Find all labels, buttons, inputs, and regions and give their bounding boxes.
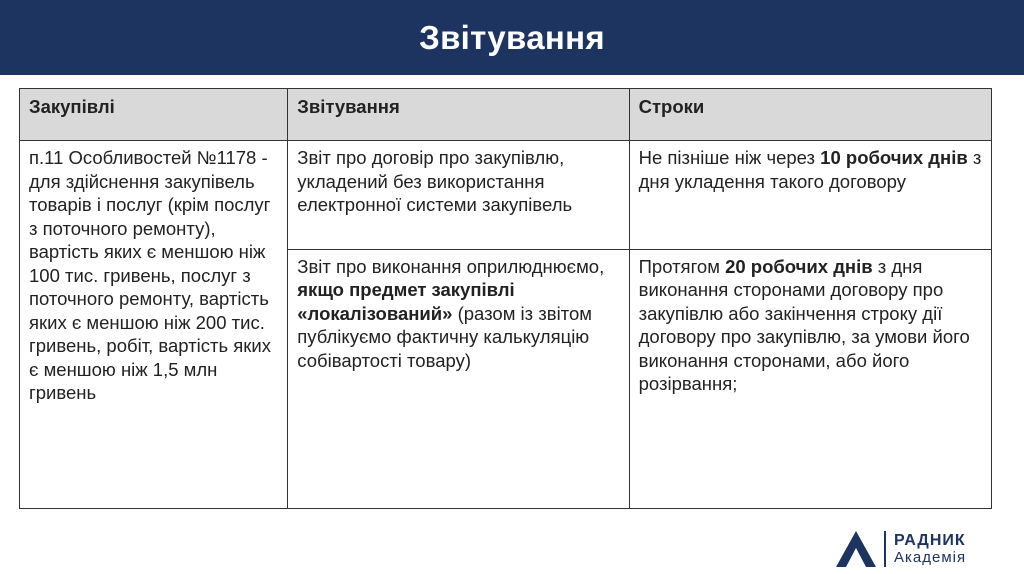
logo-name: РАДНИК (894, 532, 966, 549)
procurement-cell: п.11 Особливостей №1178 - для здійснення закупівель товарів і послуг (крім послуг з поточного ремонту), вартість яких є меншою ніж 100 тис. гривень, послуг з поточного ремонту, вартість яких є меншою ніж 200 тис. гривень, робіт, вартість яких є меншою ніж 1,5 млн гривень (20, 141, 288, 509)
report-cell-contract: Звіт про договір про закупівлю, укладений без використання електронної системи закупівель (288, 141, 629, 250)
deadline-cell-contract (629, 141, 991, 250)
logo-text (894, 532, 966, 566)
logo-divider (884, 531, 886, 567)
column-header-procurement: Закупівлі (20, 89, 288, 141)
report-highlight: якщо предмет закупівлі «локалізований» (297, 279, 515, 324)
page-title: Звітування (419, 18, 605, 56)
deadline-text: Протягом (638, 255, 726, 277)
deadline-text: Не пізніше ніж через (638, 147, 821, 168)
table-row (20, 141, 992, 250)
column-header-reporting: Звітування (288, 89, 629, 141)
deadline-text: з дня укладення такого договору (638, 147, 982, 192)
deadline-text: з дня виконання сторонами договору про закупівлю або закінчення строку дії договору про закупівлю, за умови його виконання сторонами, або його розірвання; (638, 255, 970, 395)
report-text: (разом із звітом публікуємо фактичну калькуляцію собівартості товару) (297, 302, 592, 371)
report-text: Звіт про виконання оприлюднюємо, (297, 255, 605, 277)
column-header-deadlines: Строки (629, 89, 991, 141)
deadline-highlight: 20 робочих днів (725, 255, 873, 277)
title-bar (0, 0, 1024, 75)
deadline-highlight: 10 робочих днів (820, 147, 968, 168)
table-header-row (20, 89, 992, 141)
report-cell-execution (288, 249, 629, 508)
reporting-table (19, 88, 992, 509)
logo-a-icon (834, 529, 878, 569)
radnyk-logo (834, 528, 994, 570)
logo-subtitle: Академія (894, 549, 967, 566)
deadline-cell-execution (629, 249, 991, 508)
